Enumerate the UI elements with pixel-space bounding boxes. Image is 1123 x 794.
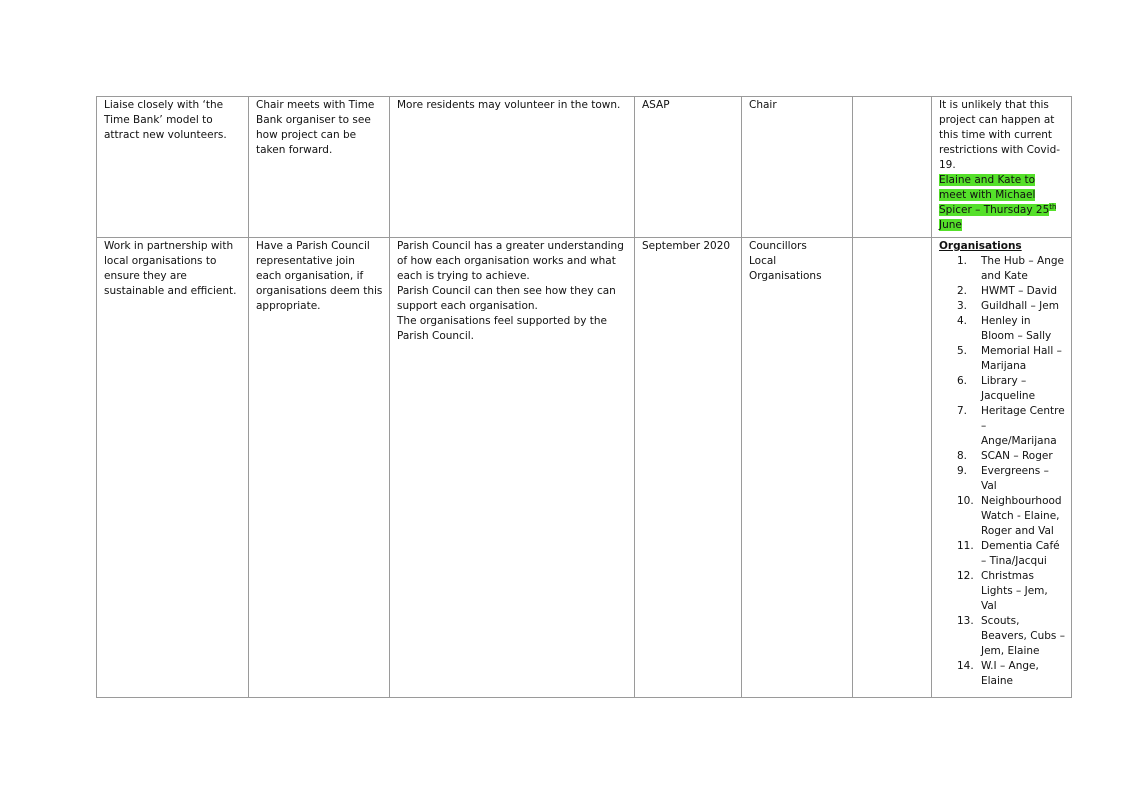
outcome-text: More residents may volunteer in the town. xyxy=(397,99,621,111)
list-number: 10. xyxy=(957,495,974,507)
list-item xyxy=(939,659,1065,689)
lead-text: Chair xyxy=(749,99,777,111)
list-item-text: Library – Jacqueline xyxy=(981,375,1036,402)
list-item xyxy=(939,614,1065,659)
list-item xyxy=(939,299,1065,314)
list-item xyxy=(939,464,1065,494)
highlighted-note xyxy=(939,174,1056,231)
list-item xyxy=(939,374,1065,404)
list-number: 9. xyxy=(957,465,968,477)
list-item-text: Christmas Lights – Jem, Val xyxy=(981,570,1048,612)
list-number: 3. xyxy=(957,300,968,312)
outcome-text: The organisations feel supported by the Parish Council. xyxy=(397,315,608,342)
highlighted-note-sup: th xyxy=(1049,202,1057,211)
timescale-cell xyxy=(635,97,742,238)
action-plan-table xyxy=(96,96,1072,698)
list-item xyxy=(939,254,1065,284)
list-item-text: Guildhall – Jem xyxy=(981,300,1059,312)
list-item xyxy=(939,494,1065,539)
list-number: 4. xyxy=(957,315,968,327)
highlighted-note-text: Elaine and Kate to meet with Michael Spicer – Thursday 25 xyxy=(939,174,1050,216)
outcome-text: Parish Council can then see how they can support each organisation. xyxy=(397,285,616,312)
list-item-text: Henley in Bloom – Sally xyxy=(981,315,1052,342)
list-number: 8. xyxy=(957,450,968,462)
list-item-text: Neighbourhood Watch - Elaine, Roger and Val xyxy=(981,495,1062,537)
how-text: Have a Parish Council representative join each organisation, if organisations deem this appropriate. xyxy=(256,240,383,312)
outcome-cell xyxy=(390,238,635,698)
progress-cell xyxy=(932,97,1072,238)
list-number: 13. xyxy=(957,615,974,627)
how-cell xyxy=(249,238,390,698)
timescale-text: ASAP xyxy=(642,99,670,111)
list-item xyxy=(939,539,1065,569)
list-item-text: Scouts, Beavers, Cubs – Jem, Elaine xyxy=(981,615,1065,657)
list-item-text: Heritage Centre – Ange/Marijana xyxy=(981,405,1065,447)
progress-cell xyxy=(932,238,1072,698)
action-cell xyxy=(97,97,249,238)
list-item-text: SCAN – Roger xyxy=(981,450,1053,462)
action-text: Liaise closely with ‘the Time Bank’ model to attract new volunteers. xyxy=(104,99,227,141)
timescale-cell xyxy=(635,238,742,698)
list-item xyxy=(939,449,1065,464)
how-cell xyxy=(249,97,390,238)
list-item xyxy=(939,314,1065,344)
cost-cell xyxy=(853,238,932,698)
progress-text: It is unlikely that this project can happen at this time with current restrictions with Covid-19. xyxy=(939,99,1061,171)
table-row xyxy=(97,97,1072,238)
list-number: 6. xyxy=(957,375,968,387)
list-item-text: Memorial Hall – Marijana xyxy=(981,345,1062,372)
list-item-text: W.I – Ange, Elaine xyxy=(981,660,1039,687)
list-item xyxy=(939,284,1065,299)
list-item-text: The Hub – Ange and Kate xyxy=(981,255,1064,282)
how-text: Chair meets with Time Bank organiser to see how project can be taken forward. xyxy=(256,99,375,156)
organisations-heading: Organisations xyxy=(939,240,1022,252)
list-item xyxy=(939,404,1065,449)
list-item xyxy=(939,569,1065,614)
lead-text: Local Organisations xyxy=(749,255,822,282)
table-row xyxy=(97,238,1072,698)
lead-cell xyxy=(742,238,853,698)
organisations-list xyxy=(939,254,1065,689)
cost-cell xyxy=(853,97,932,238)
lead-cell xyxy=(742,97,853,238)
list-number: 12. xyxy=(957,570,974,582)
timescale-text: September 2020 xyxy=(642,240,731,252)
outcome-cell xyxy=(390,97,635,238)
list-number: 14. xyxy=(957,660,974,672)
list-number: 1. xyxy=(957,255,968,267)
outcome-text: Parish Council has a greater understanding of how each organisation works and what each is trying to achieve. xyxy=(397,240,624,282)
lead-text: Councillors xyxy=(749,240,807,252)
action-cell xyxy=(97,238,249,698)
list-number: 7. xyxy=(957,405,968,417)
highlighted-note-tail: June xyxy=(939,219,962,231)
list-item-text: HWMT – David xyxy=(981,285,1057,297)
list-item-text: Dementia Café – Tina/Jacqui xyxy=(981,540,1060,567)
list-number: 5. xyxy=(957,345,968,357)
list-number: 2. xyxy=(957,285,968,297)
list-item xyxy=(939,344,1065,374)
list-item-text: Evergreens – Val xyxy=(981,465,1049,492)
list-number: 11. xyxy=(957,540,974,552)
action-text: Work in partnership with local organisations to ensure they are sustainable and efficient. xyxy=(104,240,237,297)
